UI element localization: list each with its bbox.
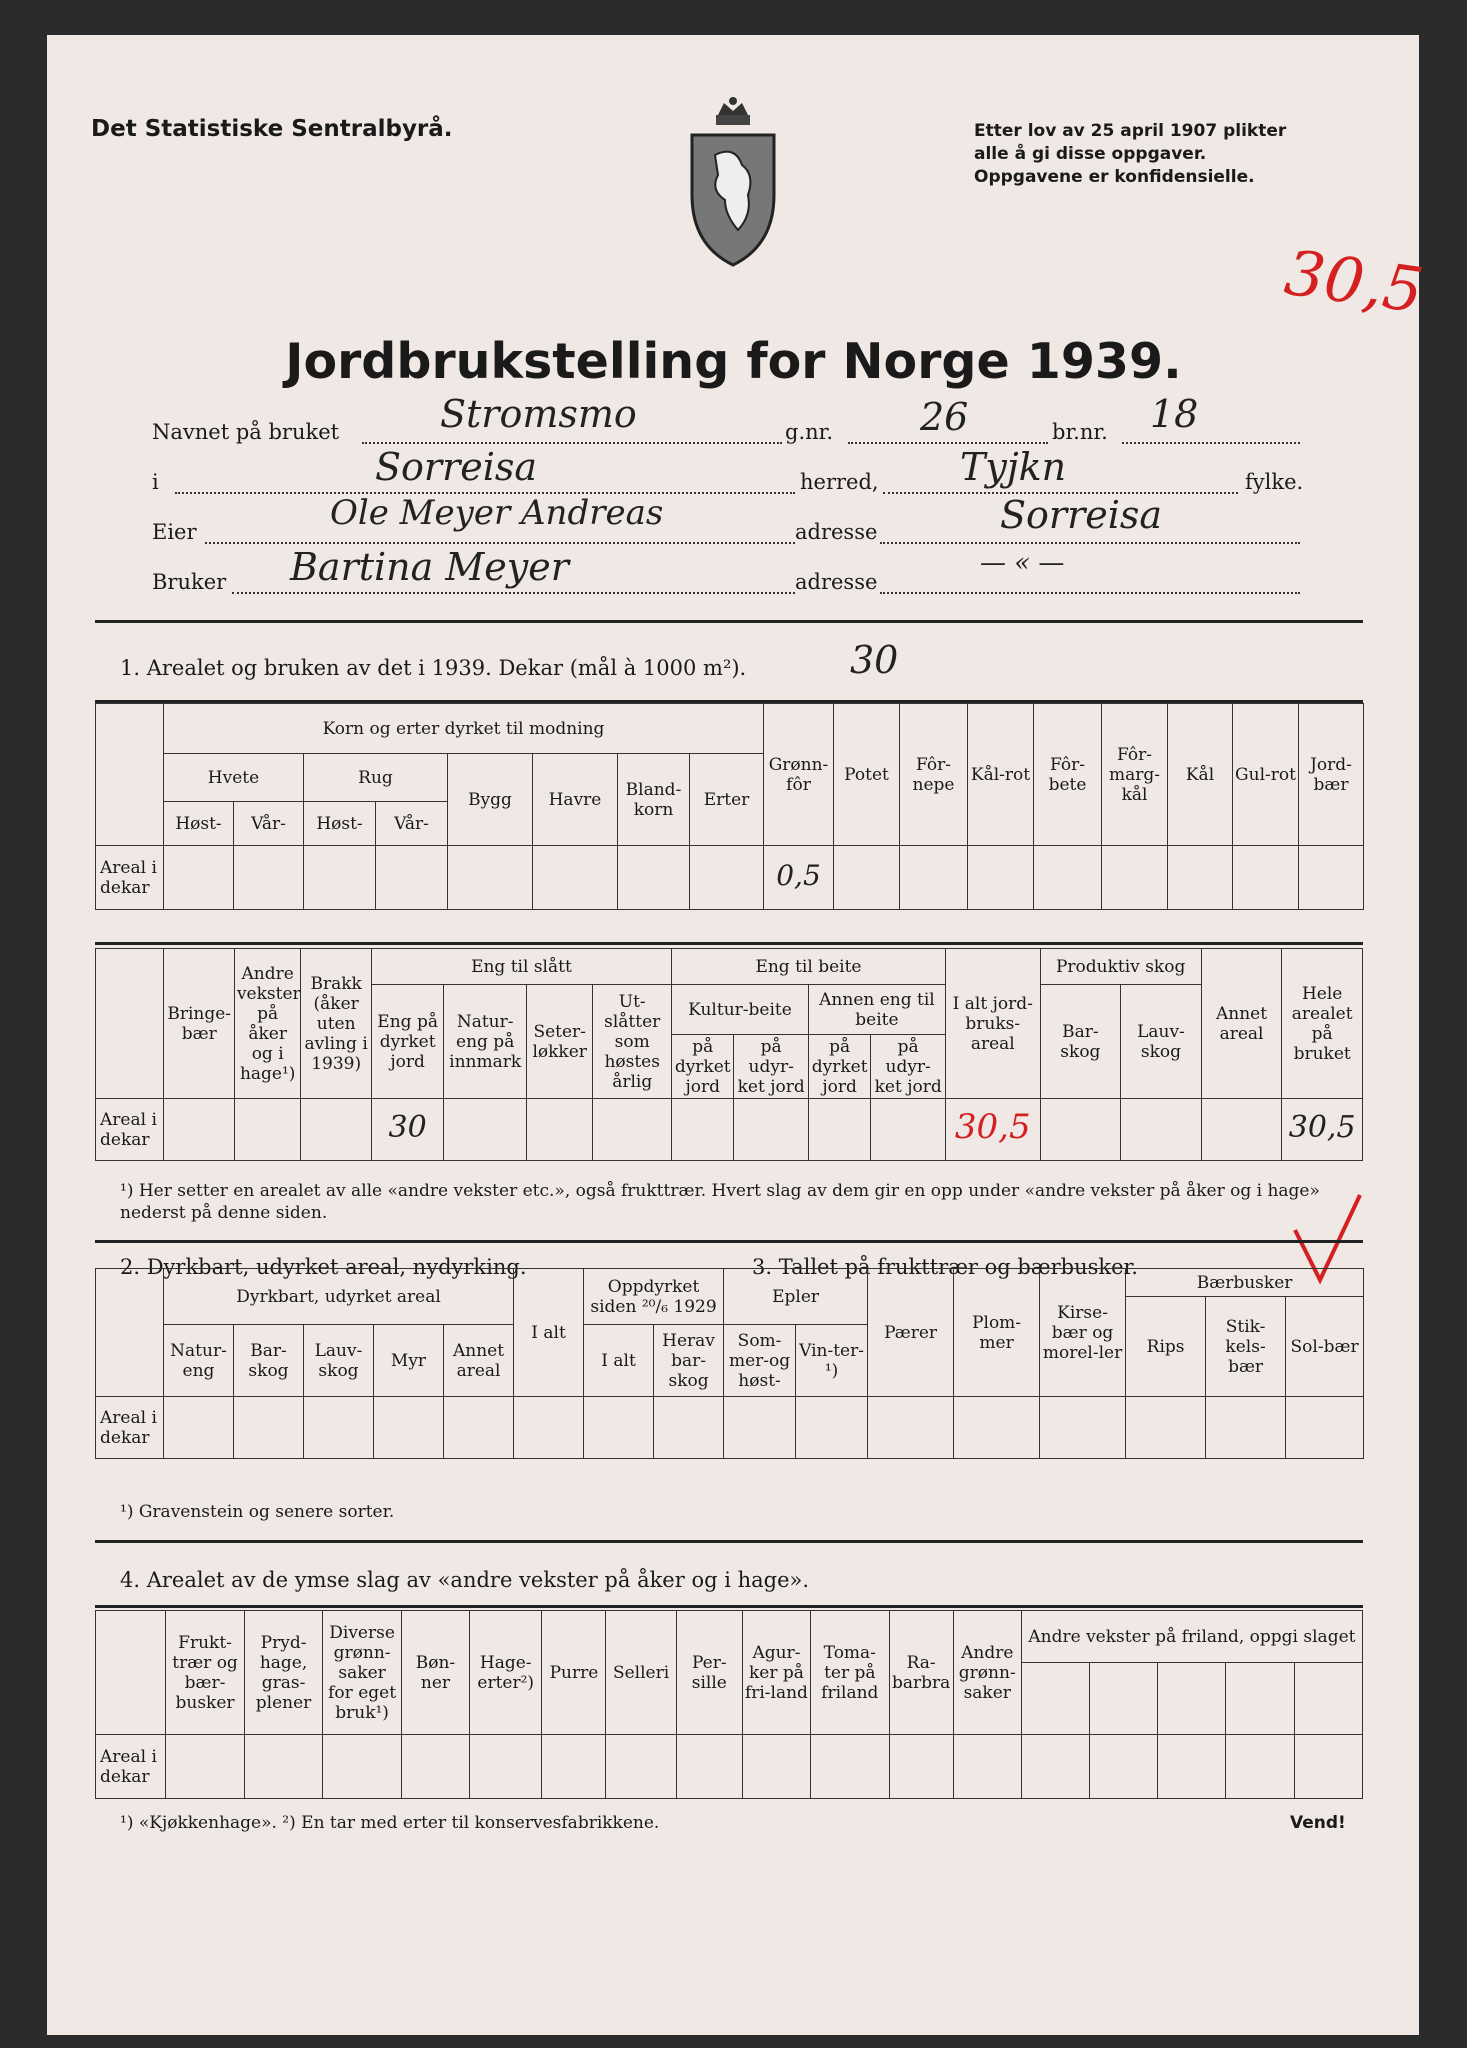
col-diverse: Diverse grønn-saker for eget bruk¹) [323, 1611, 402, 1735]
col-lauvskog: Lauv-skog [1121, 985, 1202, 1099]
law-notice [974, 120, 1364, 189]
col-annen-dyrket: på dyrket jord [808, 1035, 870, 1099]
col-rips: Rips [1126, 1297, 1206, 1397]
col-hvete: Hvete [164, 754, 304, 802]
col-frukttraer: Frukt-trær og bær-busker [166, 1611, 245, 1735]
law-line-2: alle å gi disse oppgaver. [974, 144, 1207, 164]
col-rug: Rug [304, 754, 448, 802]
col-kultur-udyrket: på udyr-ket jord [734, 1035, 809, 1099]
oppdyrket-header: Oppdyrket siden ²⁰/₆ 1929 [584, 1269, 724, 1325]
col-potet: Potet [834, 704, 900, 846]
col-hageerter: Hage-erter²) [470, 1611, 542, 1735]
bruker-value: Bartina Meyer [290, 545, 569, 589]
footnote-2: ¹) Gravenstein og senere sorter. [120, 1502, 395, 1522]
baerbusker-header: Bærbusker [1126, 1269, 1364, 1297]
footnote-1: ¹) Her setter en arealet av alle «andre vekster etc.», også frukttrær. Hvert slag av dem gir en opp under «andre vekster på åker og i hage» nederst på denne siden. [120, 1181, 1320, 1223]
col-erter: Erter [690, 754, 764, 846]
table-2-3 [95, 1268, 1364, 1459]
brnr-label: br.nr. [1052, 420, 1108, 444]
col-annet: Annet areal [444, 1325, 514, 1397]
section-1-total: 30 [850, 638, 899, 682]
col-barskog: Bar-skog [234, 1325, 304, 1397]
col-fornepe: Fôr-nepe [900, 704, 968, 846]
law-line-3: Oppgavene er konfidensielle. [974, 167, 1255, 187]
col-kal: Kål [1168, 704, 1233, 846]
col-havre: Havre [533, 754, 618, 846]
col-dyrkbart-ialt: I alt [514, 1269, 584, 1397]
korn-header: Korn og erter dyrket til modning [164, 704, 764, 754]
col-brakk: Brakk (åker uten avling i 1939) [301, 949, 371, 1099]
eng-til-slatt-header: Eng til slått [371, 949, 671, 985]
table-4 [95, 1610, 1363, 1799]
col-eng-dyrket: Eng på dyrket jord [371, 985, 444, 1099]
col-kultur-dyrket: på dyrket jord [672, 1035, 734, 1099]
norway-lion-icon [680, 95, 786, 270]
eng-til-beite-header: Eng til beite [672, 949, 946, 985]
col-solbaer: Sol-bær [1286, 1297, 1364, 1397]
col-prydhage: Pryd-hage, gras-plener [244, 1611, 323, 1735]
table-1b [95, 948, 1363, 1161]
col-purre: Purre [542, 1611, 606, 1735]
fylke-value: Tyjkn [960, 445, 1067, 489]
form-title: Jordbrukstelling for Norge 1939. [285, 333, 1182, 390]
andre-friland-header: Andre vekster på friland, oppgi slaget [1021, 1611, 1362, 1663]
bruker-adresse-label: adresse [795, 570, 878, 594]
col-andre-vekster: Andre vekster på åker og i hage¹) [234, 949, 300, 1099]
col-plommer: Plom-mer [954, 1269, 1040, 1397]
fylke-label: fylke. [1245, 470, 1304, 494]
eier-value: Ole Meyer Andreas [330, 493, 664, 533]
brnr-value: 18 [1150, 392, 1199, 436]
col-gronnfor: Grønn-fôr [764, 704, 834, 846]
value-ialt-jordbruk: 30,5 [954, 1106, 1031, 1147]
annen-eng-header: Annen eng til beite [808, 985, 945, 1035]
org-name: Det Statistiske Sentralbyrå. [91, 116, 453, 142]
epler-header: Epler [724, 1269, 868, 1325]
col-bonner: Bøn-ner [401, 1611, 469, 1735]
col-kirsebaer: Kirse-bær og morel-ler [1040, 1269, 1126, 1397]
value-hele-arealet: 30,5 [1288, 1109, 1356, 1145]
bruker-label: Bruker [152, 570, 227, 594]
row-label: Areal i dekar [96, 1099, 164, 1161]
col-annet-areal: Annet areal [1201, 949, 1282, 1099]
col-gulrot: Gul-rot [1233, 704, 1299, 846]
col-paerer: Pærer [868, 1269, 954, 1397]
col-tomater: Toma-ter på friland [811, 1611, 890, 1735]
col-vinter: Vin-ter-¹) [796, 1325, 868, 1397]
row-label: Areal i dekar [96, 1397, 164, 1459]
col-utslatter: Ut-slåtter som høstes årlig [593, 985, 672, 1099]
law-line-1: Etter lov av 25 april 1907 plikter [974, 121, 1287, 141]
col-natureng: Natur-eng [164, 1325, 234, 1397]
navnet-label: Navnet på bruket [152, 420, 340, 444]
col-rabarbra: Ra-barbra [889, 1611, 953, 1735]
col-formargkal: Fôr-marg-kål [1102, 704, 1168, 846]
bruker-adresse-value: — « — [980, 548, 1065, 578]
col-hvete-host: Høst- [164, 802, 234, 846]
footnote-4: ¹) «Kjøkkenhage». ²) En tar med erter til konservesfabrikkene. [120, 1813, 660, 1833]
col-agurker: Agur-ker på fri-land [742, 1611, 810, 1735]
col-ialt-jordbruk: I alt jord-bruks-areal [945, 949, 1040, 1099]
col-rug-host: Høst- [304, 802, 376, 846]
col-lauvskog: Lauv-skog [304, 1325, 374, 1397]
gnr-value: 26 [920, 395, 969, 439]
eier-adresse-label: adresse [795, 520, 878, 544]
row-label: Areal i dekar [96, 846, 164, 910]
navnet-value: Stromsmo [440, 392, 637, 436]
section-2-heading: 2. Dyrkbart, udyrket areal, nydyrking. [120, 1255, 527, 1279]
col-andre-gronnsaker: Andre grønn-saker [953, 1611, 1021, 1735]
kulturbeite-header: Kultur-beite [672, 985, 809, 1035]
eier-adresse-value: Sorreisa [1000, 493, 1163, 537]
row-label: Areal i dekar [96, 1735, 166, 1799]
gnr-label: g.nr. [785, 420, 834, 444]
section-4-heading: 4. Arealet av de ymse slag av «andre vekster på åker og i hage». [120, 1568, 810, 1592]
section-3-heading: 3. Tallet på frukttrær og bærbusker. [752, 1255, 1138, 1279]
col-kalrot: Kål-rot [968, 704, 1034, 846]
col-stikkelsbaer: Stik-kels-bær [1206, 1297, 1286, 1397]
i-label: i [152, 470, 159, 494]
col-annen-udyrket: på udyr-ket jord [871, 1035, 946, 1099]
col-oppdyrket-ialt: I alt [584, 1325, 654, 1397]
col-selleri: Selleri [606, 1611, 676, 1735]
value-eng-dyrket: 30 [388, 1109, 427, 1145]
section-1-heading: 1. Arealet og bruken av det i 1939. Dekar (mål à 1000 m²). [120, 656, 747, 680]
col-jordbaer: Jord-bær [1299, 704, 1364, 846]
col-bringebaer: Bringe-bær [164, 949, 234, 1099]
col-barskog: Bar-skog [1040, 985, 1121, 1099]
herred-label: herred, [800, 470, 879, 494]
eier-label: Eier [152, 520, 197, 544]
col-myr: Myr [374, 1325, 444, 1397]
table-1a [95, 703, 1364, 910]
col-herav-barskog: Herav bar-skog [654, 1325, 724, 1397]
produktiv-skog-header: Produktiv skog [1040, 949, 1201, 985]
col-natureng: Natur-eng på innmark [444, 985, 527, 1099]
annotation-top: 30,5 [1280, 235, 1428, 328]
col-hele-arealet: Hele arealet på bruket [1282, 949, 1363, 1099]
col-seterlokker: Seter-løkker [526, 985, 592, 1099]
herred-value: Sorreisa [375, 445, 538, 489]
col-rug-var: Vår- [376, 802, 448, 846]
col-blandkorn: Bland-korn [618, 754, 690, 846]
dyrkbart-header: Dyrkbart, udyrket areal [164, 1269, 514, 1325]
col-sommer: Som-mer-og høst- [724, 1325, 796, 1397]
col-forbete: Fôr-bete [1034, 704, 1102, 846]
vend-label: Vend! [1290, 1813, 1346, 1833]
col-bygg: Bygg [448, 754, 533, 846]
col-hvete-var: Vår- [234, 802, 304, 846]
value-gronnfor: 0,5 [776, 858, 821, 892]
col-persille: Per-sille [676, 1611, 742, 1735]
